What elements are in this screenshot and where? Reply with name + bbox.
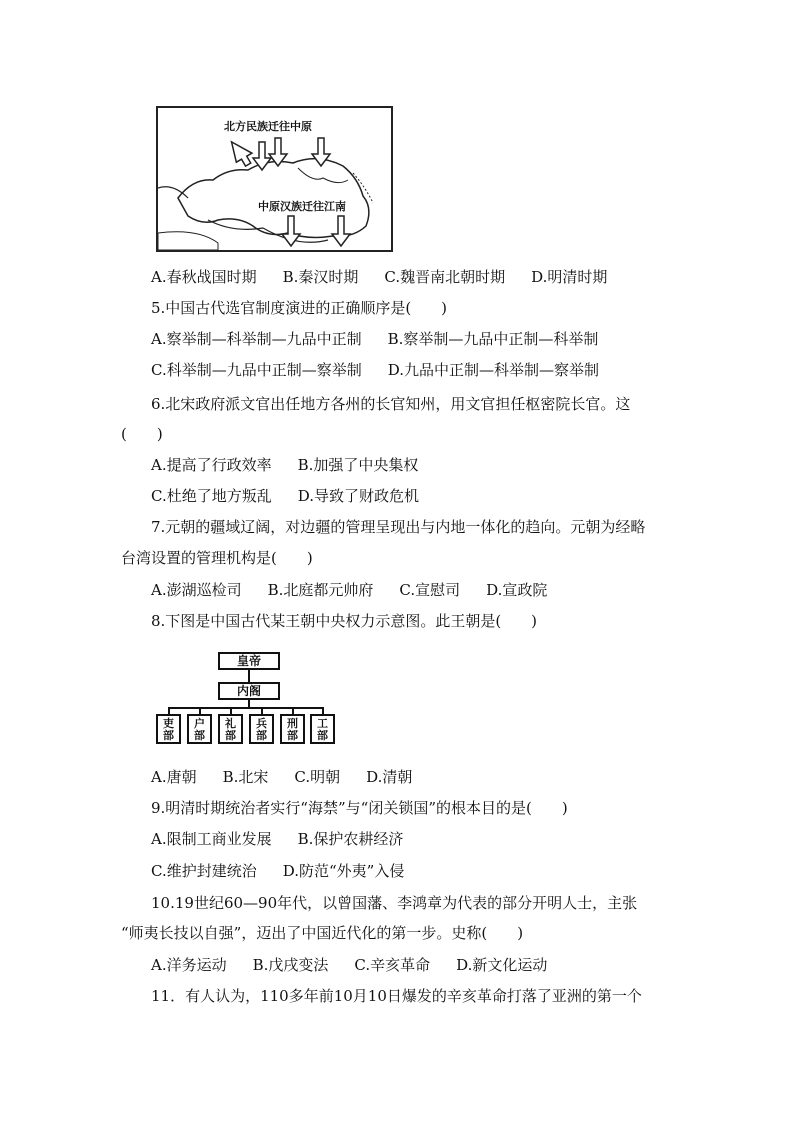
map-mid-label: 中原汉族迁往江南 [258,200,346,213]
q9-options-row2 [151,861,430,881]
q7-option-c[interactable]: C.宣慰司 [399,581,461,599]
q9-option-d[interactable]: D.防范“外夷”入侵 [282,862,405,880]
q9-option-c[interactable]: C.维护封建统治 [151,862,257,880]
q7-stem-line1: 7.元朝的疆域辽阔，对边疆的管理呈现出与内地一体化的趋向。元朝为经略 [151,518,646,536]
chart-ministry-bing: 兵 部 [249,714,274,744]
q6-option-c[interactable]: C.杜绝了地方叛乱 [151,487,272,505]
q7-option-b[interactable]: B.北庭都元帅府 [267,581,374,599]
q8-option-a[interactable]: A.唐朝 [151,768,197,786]
q7-option-a[interactable]: A.澎湖巡检司 [151,581,242,599]
chart-ministry-lii: 礼 部 [218,714,243,744]
q5-option-d[interactable]: D.九品中正制—科举制—察举制 [387,361,599,379]
q10-stem-line1: 10.19世纪60—90年代，以曾国藩、李鸿章为代表的部分开明人士，主张 [151,894,638,912]
q8-stem: 8.下图是中国古代某王朝中央权力示意图。此王朝是( ) [151,612,538,630]
q5-stem: 5.中国古代选官制度演进的正确顺序是( ) [151,299,448,317]
q5-options-row1 [151,329,624,349]
chart-ministry-hu: 户 部 [187,714,212,744]
q9-options-row1 [151,829,429,849]
q6-stem-line2: ( ) [121,425,163,443]
chart-ministry-gong: 工 部 [310,714,335,744]
q4-option-b[interactable]: B.秦汉时期 [282,268,359,286]
chart-ministry-li: 吏 部 [156,714,181,744]
q7-option-d[interactable]: D.宣政院 [486,581,548,599]
q4-option-c[interactable]: C.魏晋南北朝时期 [384,268,506,286]
q6-option-b[interactable]: B.加强了中央集权 [297,456,419,474]
chart-connector [168,707,324,709]
q5-option-a[interactable]: A.察举制—科举制—九品中正制 [151,330,362,348]
q5-option-c[interactable]: C.科举制—九品中正制—察举制 [151,361,362,379]
q9-stem: 9.明清时期统治者实行“海禁”与“闭关锁国”的根本目的是( ) [151,799,568,817]
q4-options [151,267,633,287]
q8-option-c[interactable]: C.明朝 [294,768,341,786]
central-power-chart [154,652,334,744]
q8-option-b[interactable]: B.北宋 [222,768,269,786]
q4-option-a[interactable]: A.春秋战国时期 [151,268,257,286]
q8-options [151,767,438,787]
q6-option-d[interactable]: D.导致了财政危机 [297,487,419,505]
q6-stem-line1: 6.北宋政府派文官出任地方各州的长官知州，用文官担任枢密院长官。这 [151,395,631,413]
migration-map-figure [156,106,393,252]
q10-option-c[interactable]: C.辛亥革命 [354,956,431,974]
q10-option-a[interactable]: A.洋务运动 [151,956,227,974]
chart-connector [248,670,250,682]
q9-option-b[interactable]: B.保护农耕经济 [297,830,404,848]
q9-option-a[interactable]: A.限制工商业发展 [151,830,272,848]
chart-cabinet-box: 内阁 [218,682,280,700]
q6-option-a[interactable]: A.提高了行政效率 [151,456,272,474]
q5-options-row2 [151,360,625,380]
q4-option-d[interactable]: D.明清时期 [531,268,608,286]
chart-ministry-xing: 刑 部 [280,714,305,744]
q6-options-row1 [151,455,444,475]
q5-option-b[interactable]: B.察举制—九品中正制—科举制 [387,330,599,348]
chart-emperor-box: 皇帝 [218,652,280,670]
q10-stem-line2: “师夷长技以自强”，迈出了中国近代化的第一步。史称( ) [121,924,524,942]
q7-options [151,580,573,600]
q8-option-d[interactable]: D.清朝 [366,768,413,786]
q10-option-d[interactable]: D.新文化运动 [456,956,548,974]
q10-options [151,955,573,975]
q6-options-row2 [151,486,445,506]
q10-option-b[interactable]: B.戊戌变法 [252,956,329,974]
map-top-label: 北方民族迁往中原 [224,120,312,133]
q7-stem-line2: 台湾设置的管理机构是( ) [121,549,313,567]
q11-stem-line1: 11．有人认为，110多年前10月10日爆发的辛亥革命打落了亚洲的第一个 [151,987,642,1005]
